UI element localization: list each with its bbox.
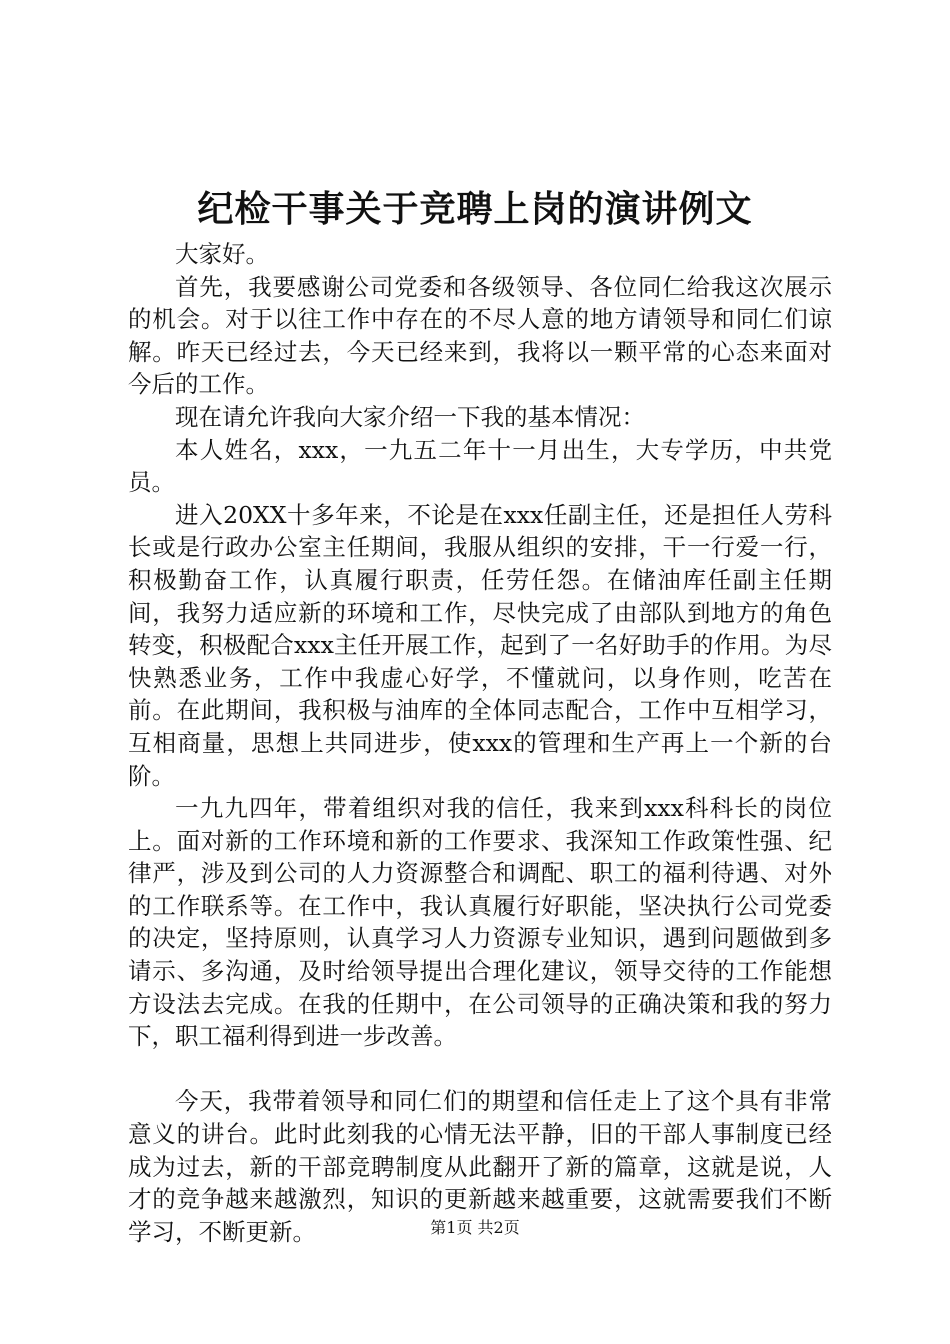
- paragraph-intro: 现在请允许我向大家介绍一下我的基本情况：: [175, 402, 645, 431]
- paragraph-career: 进入20XX十多年来，不论是在xxx任副主任，还是担任人劳科长或是行政办公室主任期间，我服从组织的安排，干一行爱一行，积极勤奋工作，认真履行职责，任劳任怨。在储油库任副主任期间，我努力适应新的环境和工作，尽快完成了由部队到地方的角色转变，积极配合xxx主任开展工作，起到了一名好助手的作用。为尽快熟悉业务，工作中我虚心好学，不懂就问，以身作则，吃苦在前。在此期间，我积极与油库的全体同志配合，工作中互相学习，互相商量，思想上共同进步，使xxx的管理和生产再上一个新的台阶。: [128, 500, 832, 790]
- paragraph-1994: 一九九四年，带着组织对我的信任，我来到xxx科科长的岗位上。面对新的工作环境和新的工作要求、我深知工作政策性强、纪律严，涉及到公司的人力资源整合和调配、职工的福利待遇、对外的工作联系等。在工作中，我认真履行好职能，坚决执行公司党委的决定，坚持原则，认真学习人力资源专业知识，遇到问题做到多请示、多沟通，及时给领导提出合理化建议，领导交待的工作能想方设法去完成。在我的任期中，在公司领导的正确决策和我的努力下，职工福利得到进一步改善。: [128, 794, 832, 1051]
- paragraph-today: 今天，我带着领导和同仁们的期望和信任走上了这个具有非常意义的讲台。此时此刻我的心情无法平静，旧的干部人事制度已经成为过去，新的干部竞聘制度从此翻开了新的篇章，这就是说，人才的竞争越来越激烈，知识的更新越来越重要，这就需要我们不断学习，不断更新。: [128, 1087, 832, 1246]
- page-title: 纪检干事关于竞聘上岗的演讲例文: [197, 188, 753, 230]
- page-number-footer: 第1页 共2页: [430, 1218, 520, 1237]
- paragraph-greeting: 大家好。: [175, 240, 269, 268]
- paragraph-basic-info: 本人姓名，xxx，一九五二年十一月出生，大专学历，中共党员。: [128, 435, 832, 497]
- paragraph-thanks: 首先，我要感谢公司党委和各级领导、各位同仁给我这次展示的机会。对于以往工作中存在的不尽人意的地方请领导和同仁们谅解。昨天已经过去，今天已经来到，我将以一颗平常的心态来面对今后的工作。: [128, 272, 832, 399]
- document-body: [128, 238, 832, 1248]
